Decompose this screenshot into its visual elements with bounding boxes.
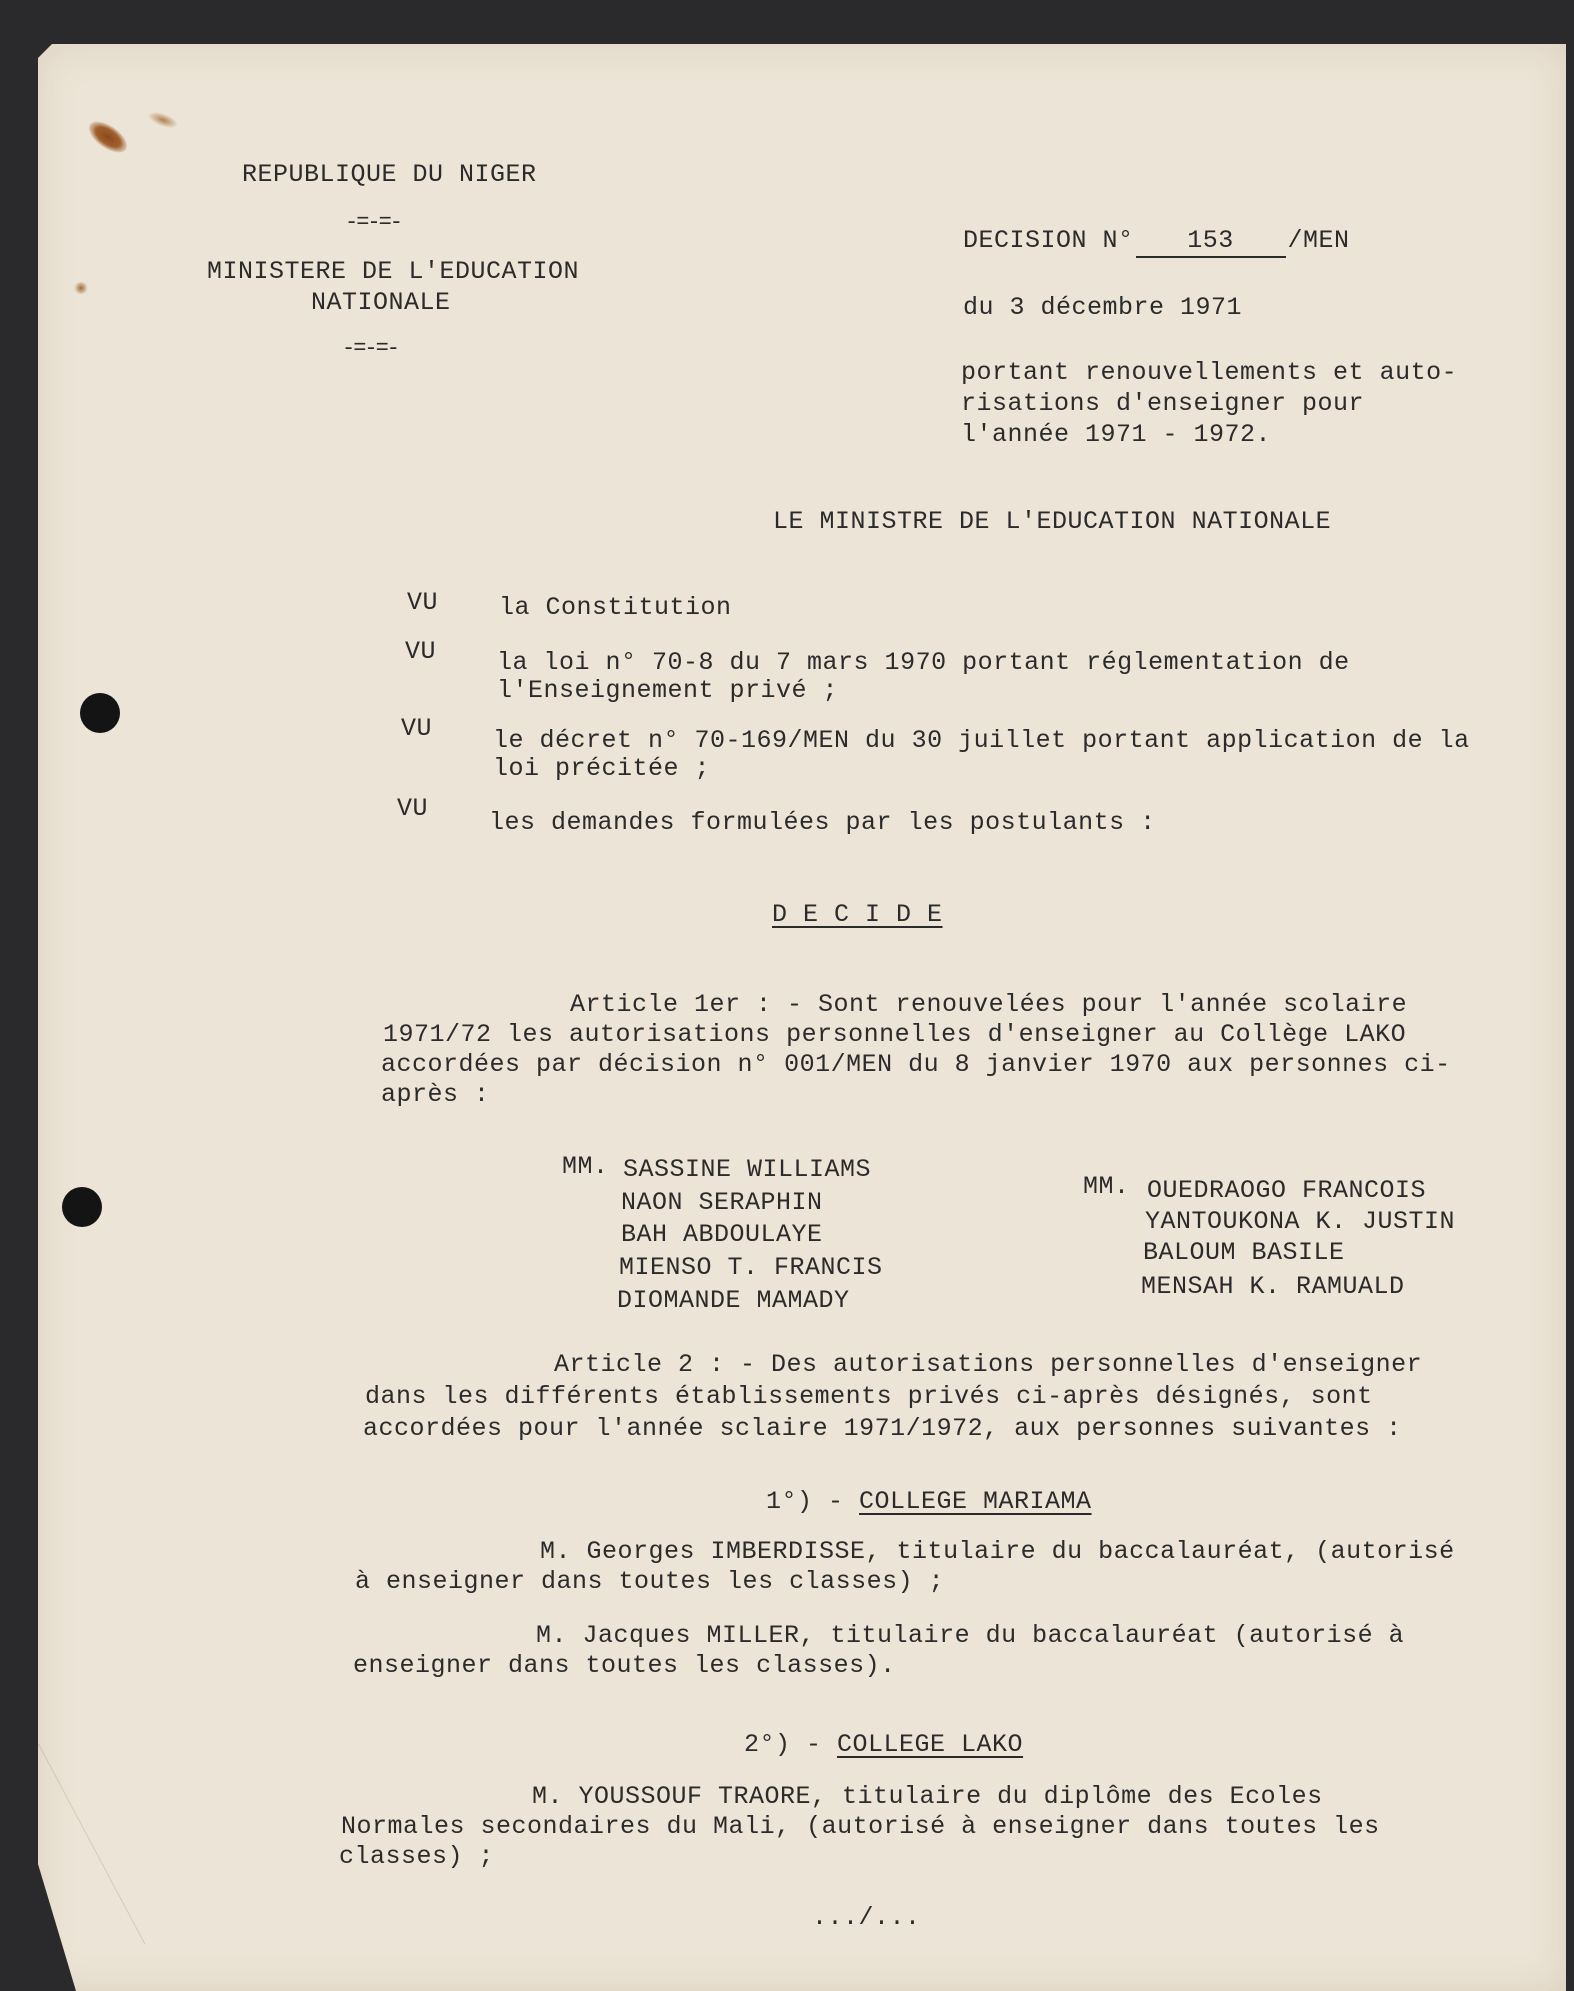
decision-subject-line1: portant renouvellements et auto-: [961, 358, 1458, 387]
article1-line: accordées par décision n° 001/MEN du 8 janvier 1970 aux personnes ci-: [381, 1050, 1451, 1079]
ministry-heading-line2: NATIONALE: [311, 288, 451, 317]
vu-label: VU: [401, 714, 433, 743]
decision-prefix: DECISION N°: [963, 226, 1134, 255]
decision-suffix: /MEN: [1287, 226, 1350, 255]
section2-heading: [744, 1730, 1023, 1760]
name-entry: MENSAH K. RAMUALD: [1141, 1272, 1405, 1301]
rust-stain: [74, 282, 88, 294]
decision-number: 153: [1187, 226, 1234, 255]
section1-entry-line: à enseigner dans toutes les classes) ;: [355, 1567, 945, 1596]
vu-text: loi précitée ;: [493, 754, 711, 783]
section2-entry-line: classes) ;: [339, 1842, 495, 1871]
article2-line: Article 2 : - Des autorisations personnelles d'enseigner: [554, 1350, 1423, 1379]
punch-hole: [62, 1187, 102, 1227]
name-entry: SASSINE WILLIAMS: [623, 1155, 872, 1184]
decide-heading: D E C I D E: [772, 900, 943, 929]
name-entry: BAH ABDOULAYE: [621, 1220, 823, 1249]
separator: -=-=-: [345, 210, 402, 235]
name-entry: NAON SERAPHIN: [621, 1188, 823, 1217]
continuation-mark: .../...: [812, 1903, 921, 1932]
section2-number: 2°) -: [744, 1730, 838, 1759]
vu-text: les demandes formulées par les postulants :: [489, 808, 1156, 837]
decision-number-field: [1136, 226, 1286, 258]
vu-text: le décret n° 70-169/MEN du 30 juillet portant application de la: [493, 726, 1470, 755]
decision-subject-line3: l'année 1971 - 1972.: [961, 420, 1272, 449]
name-entry: YANTOUKONA K. JUSTIN: [1145, 1207, 1456, 1236]
article1-line: Article 1er : - Sont renouvelées pour l'année scolaire: [570, 990, 1408, 1019]
section2-title: COLLEGE LAKO: [837, 1730, 1024, 1759]
vu-text: la loi n° 70-8 du 7 mars 1970 portant réglementation de: [497, 648, 1350, 677]
section1-entry-line: M. Georges IMBERDISSE, titulaire du baccalauréat, (autorisé: [540, 1537, 1455, 1566]
paper-fold: [38, 1744, 305, 1944]
article1-line: après :: [381, 1080, 490, 1109]
vu-label: VU: [397, 794, 429, 823]
name-entry: OUEDRAOGO FRANCOIS: [1147, 1176, 1427, 1205]
minister-title: LE MINISTRE DE L'EDUCATION NATIONALE: [773, 507, 1332, 536]
names-right-prefix: MM.: [1083, 1172, 1130, 1201]
section2-entry-line: M. YOUSSOUF TRAORE, titulaire du diplôme des Ecoles: [532, 1782, 1323, 1811]
decision-date: du 3 décembre 1971: [963, 293, 1243, 322]
section1-heading: [766, 1487, 1092, 1517]
punch-hole: [80, 693, 120, 733]
article1-line: 1971/72 les autorisations personnelles d'enseigner au Collège LAKO: [383, 1020, 1407, 1049]
section1-number: 1°) -: [766, 1487, 860, 1516]
vu-text: la Constitution: [499, 593, 732, 622]
section2-entry-line: Normales secondaires du Mali, (autorisé à enseigner dans toutes les: [341, 1812, 1380, 1841]
name-entry: DIOMANDE MAMADY: [617, 1286, 850, 1315]
republic-heading: REPUBLIQUE DU NIGER: [242, 160, 537, 189]
name-entry: BALOUM BASILE: [1143, 1238, 1345, 1267]
names-left-prefix: MM.: [562, 1152, 609, 1181]
decision-number-line: [963, 226, 1350, 258]
rust-stain: [84, 115, 133, 158]
section1-entry-line: M. Jacques MILLER, titulaire du baccalauréat (autorisé à: [536, 1621, 1405, 1650]
vu-text: l'Enseignement privé ;: [497, 676, 839, 705]
decision-subject-line2: risations d'enseigner pour: [961, 389, 1365, 418]
section1-entry-line: enseigner dans toutes les classes).: [353, 1651, 896, 1680]
rust-stain: [147, 109, 179, 131]
article2-line: accordées pour l'année sclaire 1971/1972, aux personnes suivantes :: [363, 1414, 1402, 1443]
separator: -=-=-: [342, 336, 399, 361]
vu-label: VU: [405, 637, 437, 666]
article2-line: dans les différents établissements privés ci-après désignés, sont: [365, 1382, 1373, 1411]
ministry-heading-line1: MINISTERE DE L'EDUCATION: [207, 257, 580, 286]
vu-label: VU: [407, 588, 439, 617]
name-entry: MIENSO T. FRANCIS: [619, 1253, 883, 1282]
section1-title: COLLEGE MARIAMA: [859, 1487, 1092, 1516]
